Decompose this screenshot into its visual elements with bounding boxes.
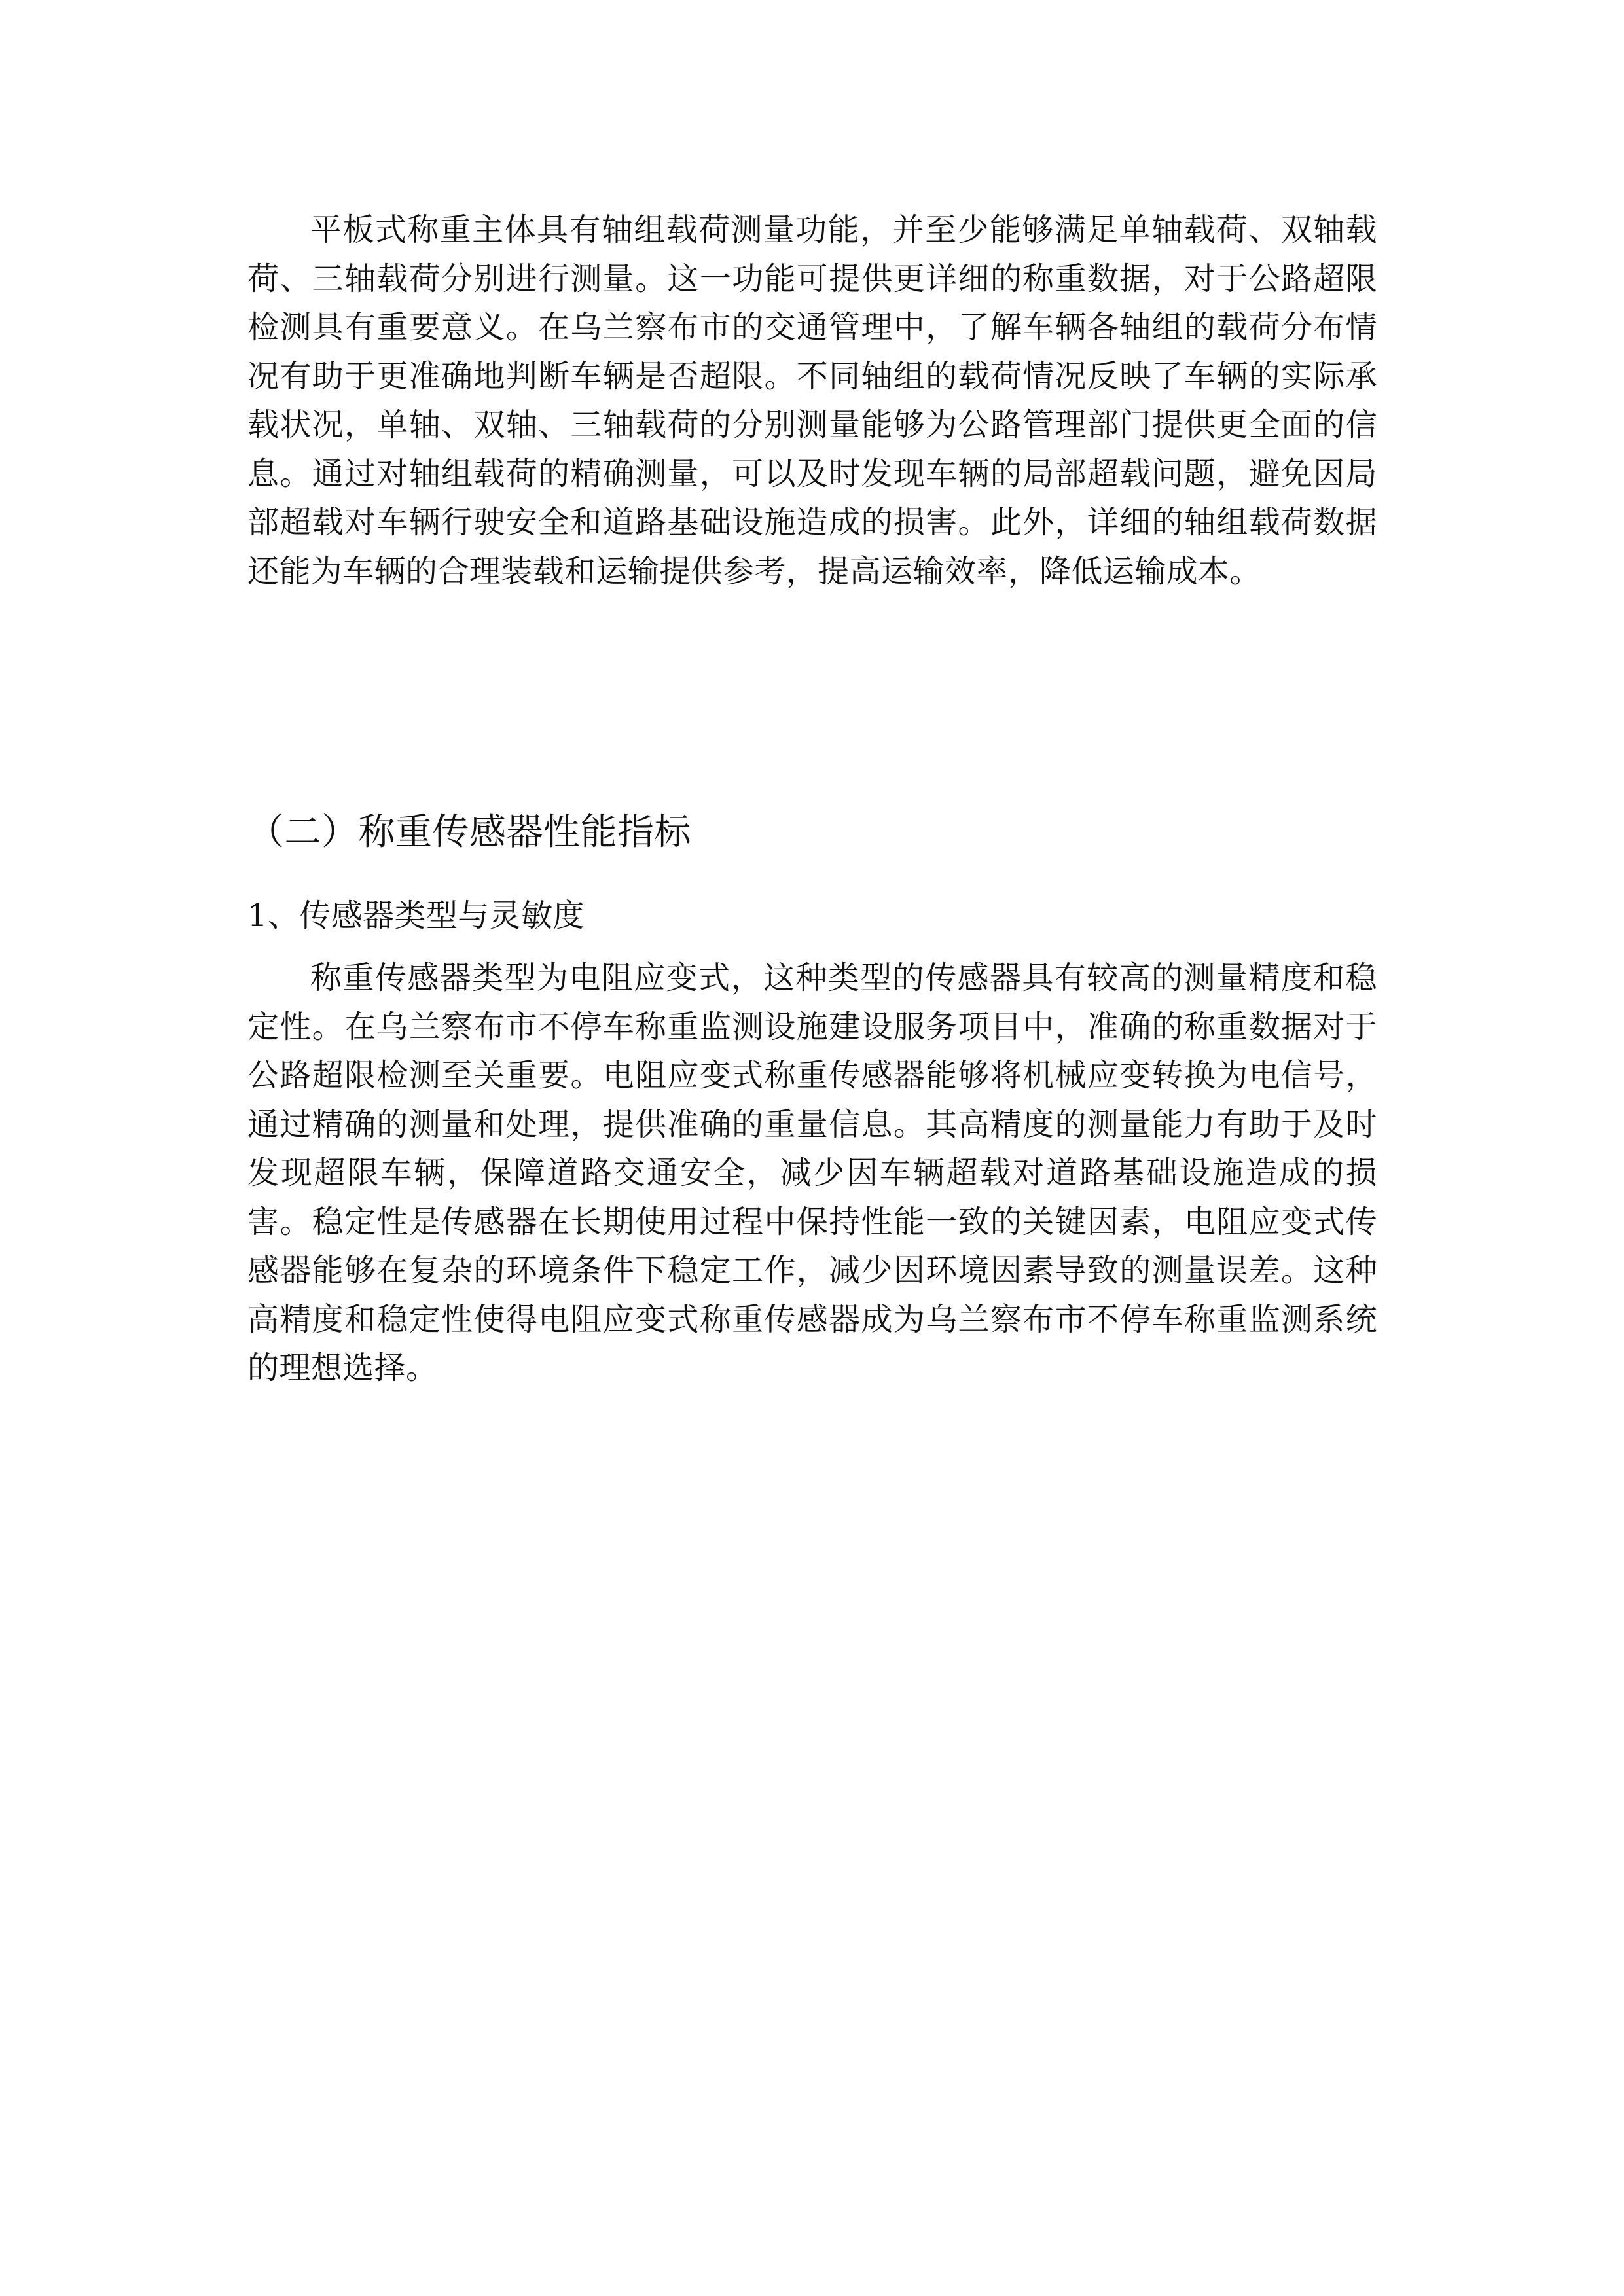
sub-heading: 1、传感器类型与灵敏度 <box>247 897 585 934</box>
body-paragraph-sensor-type: 称重传感器类型为电阻应变式，这种类型的传感器具有较高的测量精度和稳定性。在乌兰察布市不停车称重监测设施建设服务项目中，准确的称重数据对于公路超限检测至关重要。电阻应变式称重传感器能够将机械应变转换为电信号，通过精确的测量和处理，提供准确的重量信息。其高精度的测量能力有助于及时发现超限车辆，保障道路交通安全，减少因车辆超载对道路基础设施造成的损害。稳定性是传感器在长期使用过程中保持性能一致的关键因素，电阻应变式传感器能够在复杂的环境条件下稳定工作，减少因环境因素导致的测量误差。这种高精度和稳定性使得电阻应变式称重传感器成为乌兰察布市不停车称重监测系统的理想选择。 <box>247 960 1377 1386</box>
body-paragraph-axle-load: 平板式称重主体具有轴组载荷测量功能，并至少能够满足单轴载荷、双轴载荷、三轴载荷分别进行测量。这一功能可提供更详细的称重数据，对于公路超限检测具有重要意义。在乌兰察布市的交通管理中，了解车辆各轴组的载荷分布情况有助于更准确地判断车辆是否超限。不同轴组的载荷情况反映了车辆的实际承载状况，单轴、双轴、三轴载荷的分别测量能够为公路管理部门提供更全面的信息。通过对轴组载荷的精确测量，可以及时发现车辆的局部超载问题，避免因局部超载对车辆行驶安全和道路基础设施造成的损害。此外，详细的轴组载荷数据还能为车辆的合理装载和运输提供参考，提高运输效率，降低运输成本。 <box>247 211 1377 590</box>
section-heading: （二）称重传感器性能指标 <box>247 811 691 853</box>
